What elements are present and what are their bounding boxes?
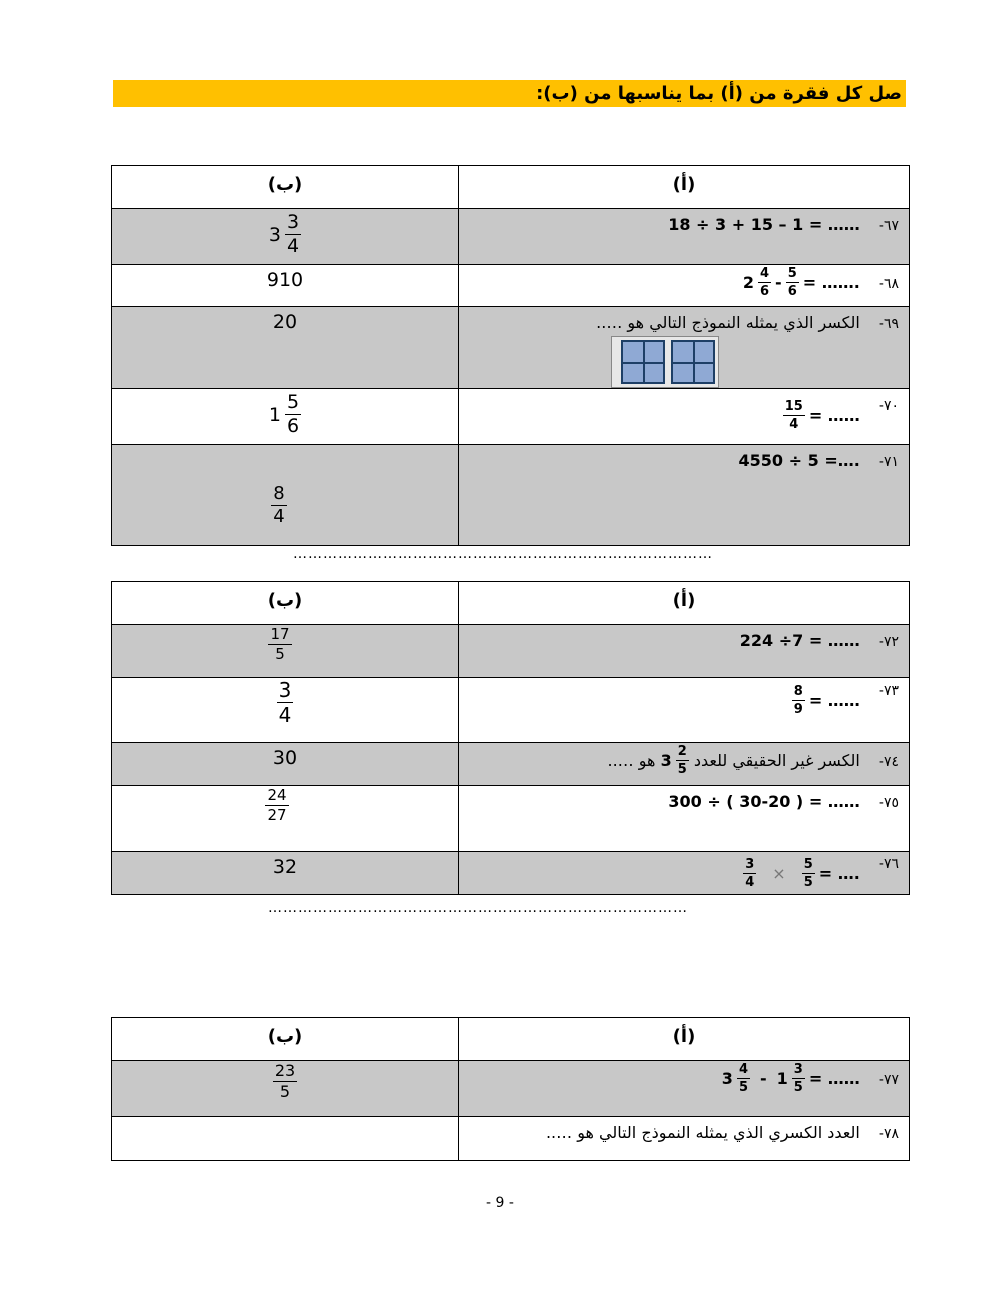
question-69: ٦٩- الكسر الذي يمثله النموذج التالي هو …..: [459, 307, 909, 388]
answer-b-2: $\frac{3}{4}$: [278, 678, 292, 727]
page-title: صل كل فقرة من (أ) بما يناسبها من (ب):: [113, 80, 906, 107]
answer-b-1: $\frac{17}{5}$: [270, 625, 290, 663]
question-72: ٧٢- 224 ÷7 = ……: [739, 631, 899, 650]
grid-square-icon: [621, 340, 665, 384]
question-73: ٧٣- $\frac{8}{9}$ = ……: [793, 683, 899, 717]
question-74: ٧٤- الكسر غير الحقيقي للعدد 3 $\frac{2}{5}$ هو …..: [607, 744, 899, 777]
answer-b-5: $\frac{8}{4}$: [273, 483, 285, 527]
answer-b-2: [112, 1117, 458, 1121]
question-71: ٧١- 4550 ÷ 5 =….: [738, 451, 899, 470]
separator-2: …………………………………………………………………………: [268, 900, 688, 916]
column-b-header: (ب): [267, 174, 303, 195]
question-77: ٧٧- 3 $\frac{4}{5}$ - 1 $\frac{3}{5}$ = ……: [721, 1062, 899, 1095]
answer-b-1: $\frac{23}{5}$: [274, 1061, 296, 1101]
question-68: ٦٨- 2 $\frac{4}{6}$ - $\frac{5}{6}$ = …….: [742, 266, 899, 299]
question-70: ٧٠- $\frac{15}{4}$ = ……: [784, 398, 899, 432]
question-67: ٦٧- 18 ÷ 3 + 15 – 1 = ……: [668, 215, 899, 234]
answer-b-2: 910: [266, 269, 304, 291]
column-b-header: (ب): [267, 1026, 303, 1047]
column-a-header: (أ): [672, 590, 696, 611]
answer-b-4: $\frac{24}{27}$: [267, 786, 287, 824]
column-a-header: (أ): [672, 1026, 696, 1047]
separator-1: …………………………………………………………………………: [293, 546, 713, 562]
column-a-header: (أ): [672, 174, 696, 195]
matching-table-2: [111, 581, 910, 895]
answer-b-3: 20: [272, 311, 298, 333]
answer-b-1: 3 $\frac{3}{4}$: [268, 211, 300, 257]
answer-b-4: 1 $\frac{5}{6}$: [268, 391, 300, 437]
column-b-header: (ب): [267, 590, 303, 611]
matching-table-1: [111, 165, 910, 546]
question-76: ٧٦- $\frac{3}{4}$ × $\frac{5}{5}$ = ….: [745, 856, 899, 890]
answer-b-5: 32: [272, 856, 298, 878]
fraction-model: [459, 336, 899, 388]
question-75: ٧٥- 300 ÷ ( 30-20 ) = ……: [668, 792, 899, 811]
answer-b-3: 30: [272, 747, 298, 769]
grid-square-icon: [671, 340, 715, 384]
question-78: ٧٨- العدد الكسري الذي يمثله النموذج التالي هو …..: [545, 1123, 899, 1142]
page-number: - 9 -: [486, 1195, 514, 1211]
matching-table-3: [111, 1017, 910, 1161]
